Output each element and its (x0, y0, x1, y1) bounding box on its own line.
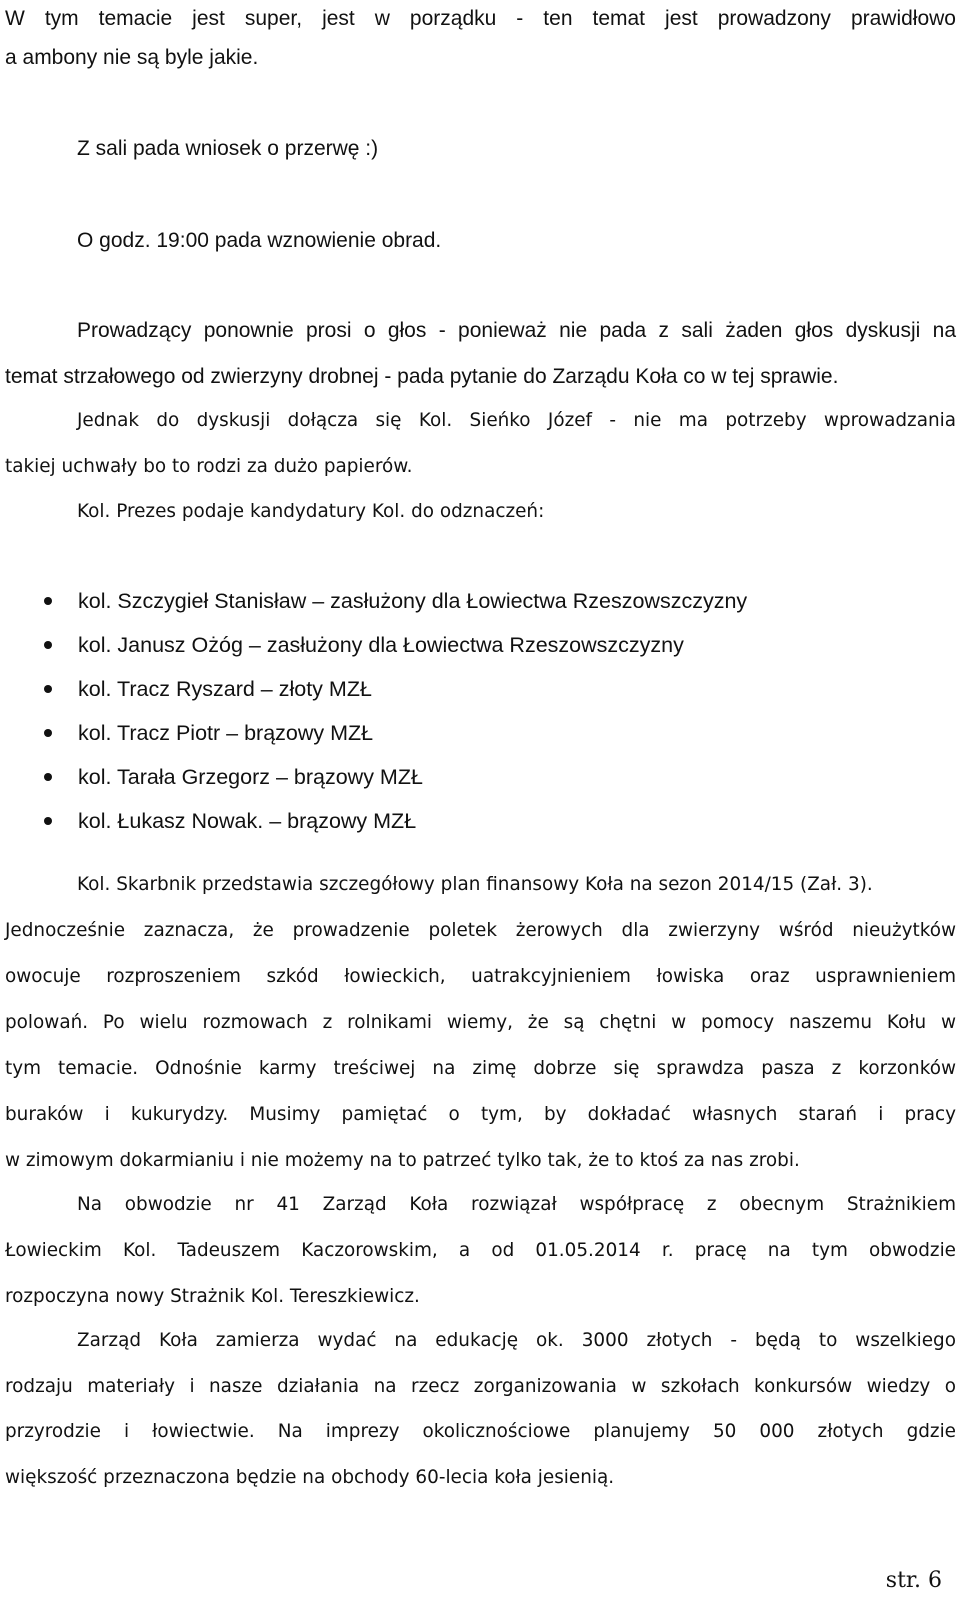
bullet-icon (44, 685, 52, 693)
resume-line: O godz. 19:00 pada wznowienie obrad. (77, 229, 442, 252)
nomination-text: kol. Tracz Ryszard – złoty MZŁ (78, 677, 372, 701)
finance-paragraph-line: Jednocześnie zaznacza, że prowadzenie poletek żerowych dla zwierzyny wśród nieużytków (5, 920, 956, 941)
intro-paragraph-line: a ambony nie są byle jakie. (5, 46, 259, 69)
discussion-paragraph-line: takiej uchwały bo to rodzi za dużo papierów. (5, 456, 413, 477)
bullet-icon (44, 773, 52, 781)
guard-paragraph-line: Na obwodzie nr 41 Zarząd Koła rozwiązał współpracę z obecnym Strażnikiem (77, 1194, 956, 1215)
nomination-text: kol. Janusz Ożóg – zasłużony dla Łowiectwa Rzeszowszczyzny (78, 633, 684, 657)
discussion-paragraph-line: temat strzałowego od zwierzyny drobnej - pada pytanie do Zarządu Koła co w tej sprawie. (5, 365, 839, 388)
page-number: str. 6 (885, 1568, 942, 1593)
discussion-paragraph-line: Prowadzący ponownie prosi o głos - ponieważ nie pada z sali żaden głos dyskusji na (77, 319, 956, 342)
finance-paragraph-line: tym temacie. Odnośnie karmy treściwej na zimę dobrze się sprawdza pasza z korzonków (5, 1058, 956, 1079)
nomination-text: kol. Tarała Grzegorz – brązowy MZŁ (78, 765, 423, 789)
list-item (44, 585, 747, 629)
list-item (44, 717, 747, 761)
intro-paragraph-line: W tym temacie jest super, jest w porządku - ten temat jest prowadzony prawidłowo (5, 7, 956, 30)
finance-paragraph-line: owocuje rozproszeniem szkód łowieckich, uatrakcyjnieniem łowiska oraz usprawnieniem (5, 966, 956, 987)
guard-paragraph-line: Łowieckim Kol. Tadeuszem Kaczorowskim, a od 01.05.2014 r. pracę na tym obwodzie (5, 1240, 956, 1261)
nomination-text: kol. Szczygieł Stanisław – zasłużony dla Łowiectwa Rzeszowszczyzny (78, 589, 748, 613)
list-item (44, 805, 747, 849)
discussion-paragraph-line: Jednak do dyskusji dołącza się Kol. Sieńko Józef - nie ma potrzeby wprowadzania (77, 410, 956, 431)
bullet-icon (44, 597, 52, 605)
nomination-text: kol. Łukasz Nowak. – brązowy MZŁ (78, 809, 417, 833)
nomination-text: kol. Tracz Piotr – brązowy MZŁ (78, 721, 374, 745)
finance-paragraph-line: w zimowym dokarmianiu i nie możemy na to patrzeć tylko tak, że to ktoś za nas zrobi. (5, 1150, 800, 1171)
list-item (44, 629, 747, 673)
education-paragraph-line: większość przeznaczona będzie na obchody 60-lecia koła jesienią. (5, 1467, 615, 1488)
finance-paragraph-line: Kol. Skarbnik przedstawia szczegółowy plan finansowy Koła na sezon 2014/15 (Zał. 3). (77, 874, 873, 895)
education-paragraph-line: przyrodzie i łowiectwie. Na imprezy okolicznościowe planujemy 50 000 złotych gdzie (5, 1421, 956, 1442)
education-paragraph-line: rodzaju materiały i nasze działania na rzecz zorganizowania w szkołach konkursów wiedzy o (5, 1376, 956, 1397)
bullet-icon (44, 641, 52, 649)
list-item (44, 761, 747, 805)
list-item (44, 673, 747, 717)
break-request-line: Z sali pada wniosek o przerwę :) (77, 137, 379, 160)
nominations-list (44, 585, 747, 849)
finance-paragraph-line: polowań. Po wielu rozmowach z rolnikami wiemy, że są chętni w pomocy naszemu Kołu w (5, 1012, 956, 1033)
education-paragraph-line: Zarząd Koła zamierza wydać na edukację ok. 3000 złotych - będą to wszelkiego (77, 1330, 956, 1351)
finance-paragraph-line: buraków i kukurydzy. Musimy pamiętać o tym, by dokładać własnych starań i pracy (5, 1104, 956, 1125)
bullet-icon (44, 729, 52, 737)
nominations-intro: Kol. Prezes podaje kandydatury Kol. do odznaczeń: (77, 501, 545, 522)
bullet-icon (44, 817, 52, 825)
guard-paragraph-line: rozpoczyna nowy Strażnik Kol. Tereszkiewicz. (5, 1286, 420, 1307)
